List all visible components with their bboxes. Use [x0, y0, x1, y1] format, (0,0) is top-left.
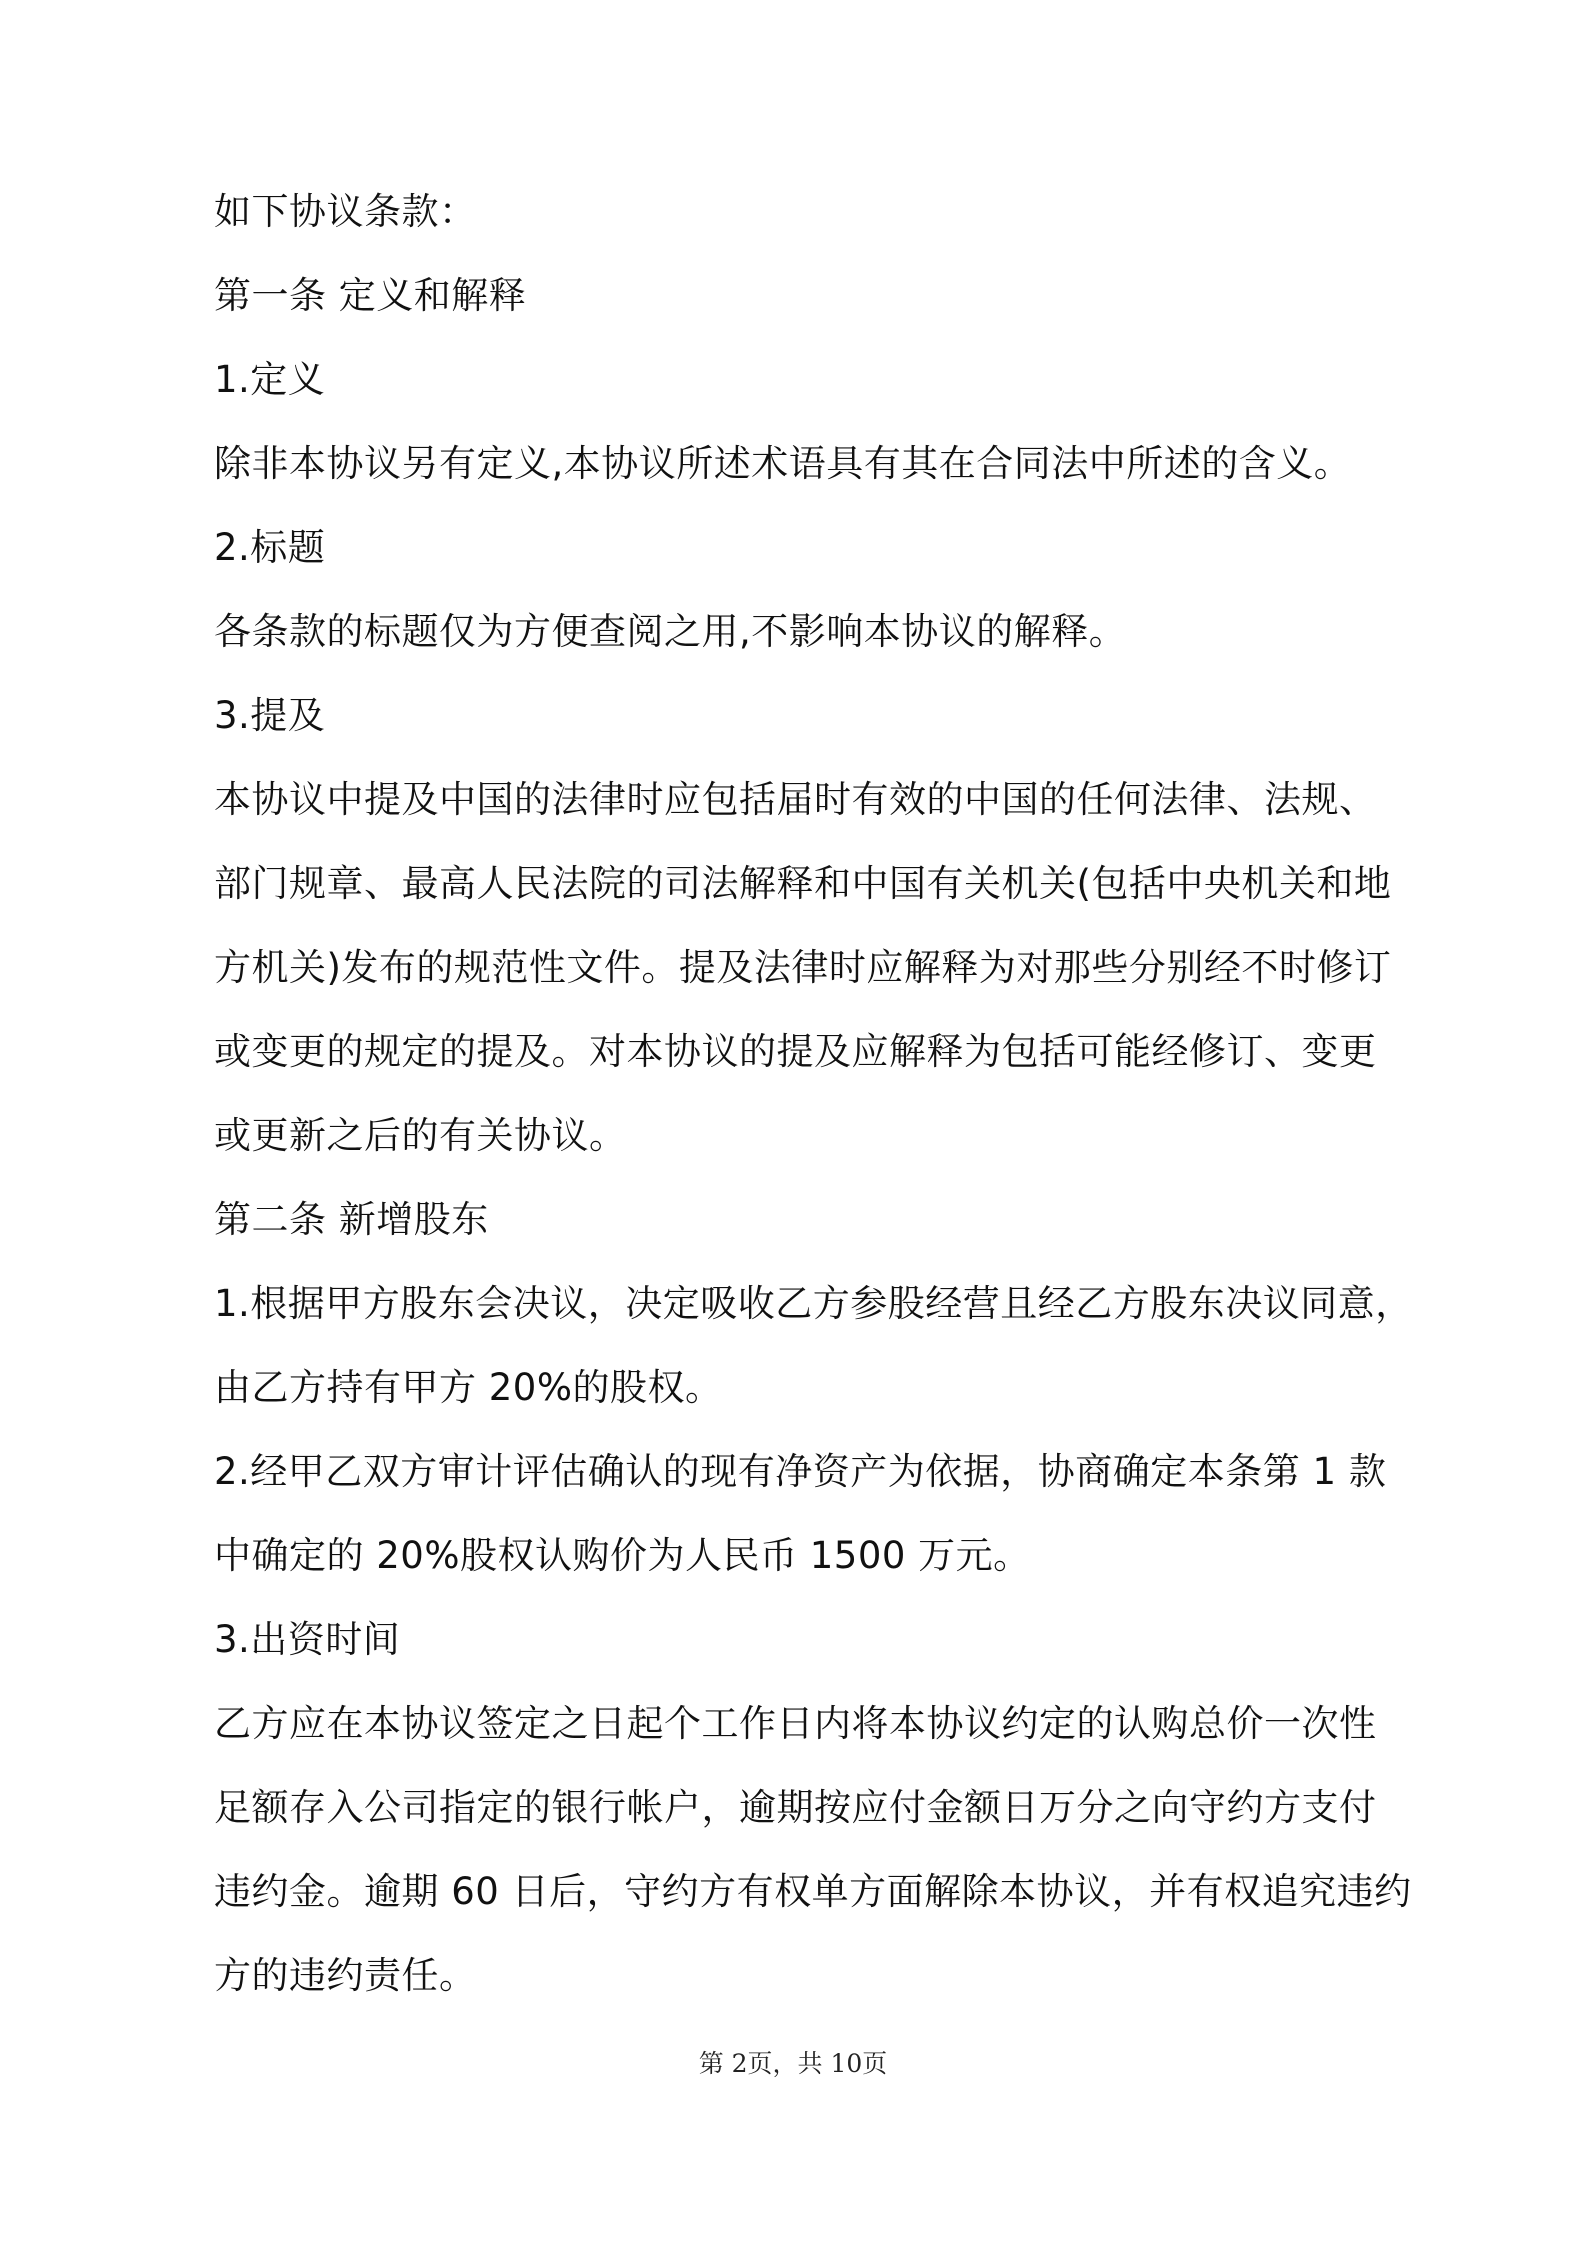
text-line: 方机关)发布的规范性文件。提及法律时应解释为对那些分别经不时修订: [214, 946, 1392, 989]
document-body: [214, 170, 1413, 2018]
text-line: 由乙方持有甲方 20%的股权。: [214, 1366, 723, 1409]
text-line: 足额存入公司指定的银行帐户，逾期按应付金额日万分之向守约方支付: [214, 1786, 1377, 1829]
text-line: 1.根据甲方股东会决议，决定吸收乙方参股经营且经乙方股东决议同意，: [214, 1282, 1413, 1325]
text-line: 各条款的标题仅为方便查阅之用,不影响本协议的解释。: [214, 610, 1127, 653]
page-number-footer: 第 2页，共 10页: [698, 2049, 888, 2078]
text-line: 2.经甲乙双方审计评估确认的现有净资产为依据，协商确定本条第 1 款: [214, 1450, 1387, 1493]
text-line: 方的违约责任。: [214, 1954, 477, 1997]
text-line: 或更新之后的有关协议。: [214, 1114, 627, 1157]
section-heading: 1.定义: [214, 358, 326, 401]
section-heading: 2.标题: [214, 526, 326, 569]
text-line: 除非本协议另有定义,本协议所述术语具有其在合同法中所述的含义。: [214, 442, 1352, 485]
section-heading: 3.出资时间: [214, 1618, 401, 1661]
article-heading: 第二条 新增股东: [214, 1198, 489, 1241]
section-heading: 3.提及: [214, 694, 326, 737]
text-line: 中确定的 20%股权认购价为人民币 1500 万元。: [214, 1534, 1031, 1577]
text-line: 本协议中提及中国的法律时应包括届时有效的中国的任何法律、法规、: [214, 778, 1377, 821]
text-line: 乙方应在本协议签定之日起个工作日内将本协议约定的认购总价一次性: [214, 1702, 1377, 1745]
text-line: 如下协议条款：: [214, 190, 477, 233]
article-heading: 第一条 定义和解释: [214, 274, 527, 317]
text-line: 违约金。逾期 60 日后，守约方有权单方面解除本协议，并有权追究违约: [214, 1870, 1412, 1913]
text-line: 或变更的规定的提及。对本协议的提及应解释为包括可能经修订、变更: [214, 1030, 1377, 1073]
text-line: 部门规章、最高人民法院的司法解释和中国有关机关(包括中央机关和地: [214, 862, 1392, 905]
